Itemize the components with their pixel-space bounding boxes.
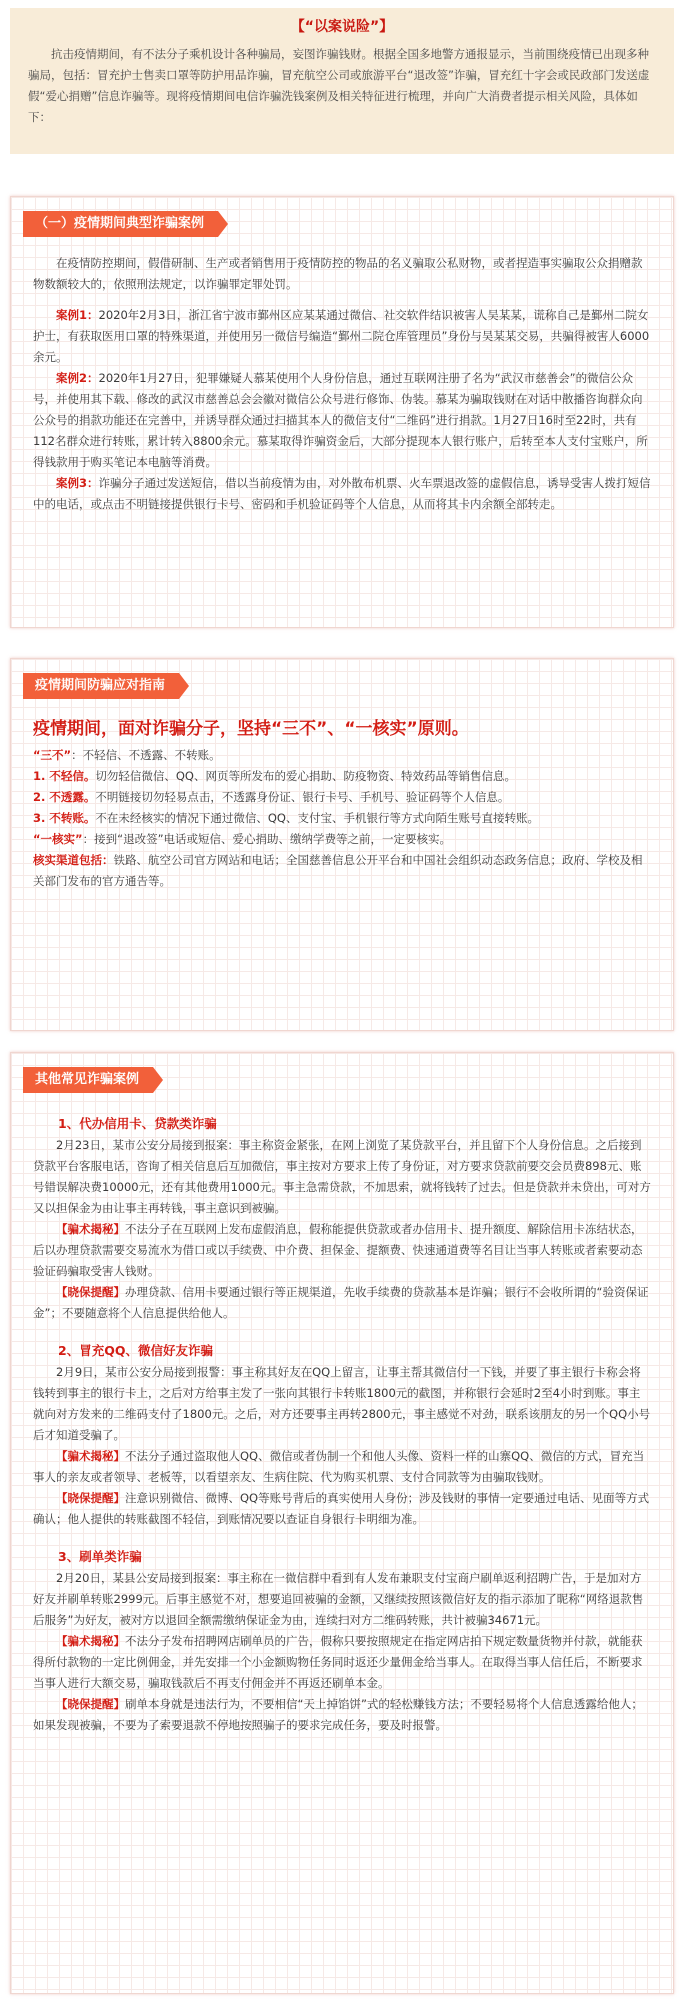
warn-line — [33, 1488, 651, 1530]
section-tag: 其他常见诈骗案例 — [23, 1067, 153, 1093]
case-text: 2月20日，某县公安局接到报案：事主称在一微信群中看到有人发布兼职支付宝商户刷单返利招聘广告，于是加对方好友并刷单转账2999元。后事主感觉不对，想要追回被骗的金额，又继续按照该微信好友的指示添加了昵称“网络退款售后服务”为好友，被对方以退回全额需缴纳保证金为由，连续扫对方二维码转账，共计被骗34671元。 — [33, 1571, 644, 1627]
intro-text: 抗击疫情期间，有不法分子乘机设计各种骗局，妄图诈骗钱财。根据全国多地警方通报显示，当前围绕疫情已出现多种骗局，包括：冒充护士售卖口罩等防护用品诈骗，冒充航空公司或旅游平台“退改签”诈骗，冒充红十字会或民政部门发送虚假“爱心捐赠”信息诈骗等。现将疫情期间电信诈骗洗钱案例及相关特征进行梳理，并向广大消费者提示相关风险，具体如下： — [28, 47, 650, 124]
channel-line — [33, 850, 651, 892]
intro-title: 【“以案说险”】 — [290, 19, 394, 35]
section-other-cases — [10, 1052, 674, 1994]
case-label: 案例3： — [56, 476, 99, 490]
case-title: 2、冒充QQ、微信好友诈骗 — [58, 1343, 213, 1358]
channel-label: 核实渠道包括： — [33, 853, 114, 867]
case-text: 2020年1月27日，犯罪嫌疑人慕某使用个人身份信息，通过互联网注册了名为“武汉市慈善会”的微信公众号，并使用其下载、修改的武汉市慈善总会会徽对微信公众号进行修饰、伪装。慕某为骗取钱财在对话中散播咨询群众向公众号的捐款功能还在完善中，并诱导群众通过扫描其本人的微信支付“二维码”进行捐款。1月27日16时至22时，共有112名群众进行转账，累计转入8800余元。慕某取得诈骗资金后，大部分提现本人银行账户，后转至本人支付宝账户，所得钱款用于购买笔记本电脑等消费。 — [33, 371, 648, 469]
case-3 — [33, 473, 651, 515]
case-title: 1、代办信用卡、贷款类诈骗 — [58, 1116, 217, 1131]
yihesi-line — [33, 829, 651, 850]
case-text: 2月9日，某市公安分局接到报警：事主称其好友在QQ上留言，让事主帮其微信付一下钱，并要了事主银行卡称会将钱转到事主的银行卡上，之后对方给事主发了一张向其银行卡转账1800元的截图，并称银行会延时2至4小时到账。事主就向对方发来的二维码支付了1800元。之后，对方还要事主再转2800元，事主感觉不对劲，联系该朋友的另一个QQ小号后才知道受骗了。 — [33, 1365, 651, 1442]
section-guide — [10, 658, 674, 1031]
guide-item-1 — [33, 766, 651, 787]
sanbu-line — [33, 745, 651, 766]
trick-line — [33, 1631, 651, 1694]
warn-text: 刷单本身就是违法行为，不要相信“天上掉馅饼”式的轻松赚钱方法；不要轻易将个人信息透露给他人；如果发现被骗，不要为了索要退款不停地按照骗子的要求完成任务，要及时报警。 — [33, 1697, 643, 1732]
guide-headline: 疫情期间，面对诈骗分子，坚持“三不”、“一核实”原则。 — [33, 719, 469, 739]
trick-text: 不法分子通过盗取他人QQ、微信或者伪制一个和他人头像、资料一样的山寨QQ、微信的方式，冒充当事人的亲友或者领导、老板等，以看望亲友、生病住院、代为购买机票、支付合同款等为由骗取钱财。 — [33, 1449, 645, 1484]
case-title: 3、刷单类诈骗 — [58, 1549, 142, 1564]
section-lead: 在疫情防控期间，假借研制、生产或者销售用于疫情防控的物品的名义骗取公私财物，或者捏造事实骗取公众捐赠款物数额较大的，依照刑法规定，以诈骗罪定罪处罚。 — [33, 256, 643, 291]
sanbu-label: “三不” — [33, 748, 72, 762]
warn-text: 注意识别微信、微博、QQ等账号背后的真实使用人身份；涉及钱财的事情一定要通过电话、见面等方式确认；他人提供的转账截图不轻信，到账情况要以查证自身银行卡明细为准。 — [33, 1491, 650, 1526]
item-text: 切勿轻信微信、QQ、网页等所发布的爱心捐助、防疫物资、特效药品等销售信息。 — [95, 769, 516, 783]
warn-text: 办理贷款、信用卡要通过银行等正规渠道，先收手续费的贷款基本是诈骗；银行不会收所谓的“验资保证金”；不要随意将个人信息提供给他人。 — [33, 1285, 649, 1320]
trick-label: 【骗术揭秘】 — [56, 1634, 125, 1648]
item-label: 3. 不转账。 — [33, 811, 96, 825]
guide-item-3 — [33, 808, 651, 829]
channel-text: 铁路、航空公司官方网站和电话；全国慈善信息公开平台和中国社会组织动态政务信息；政府、学校及相关部门发布的官方通告等。 — [33, 853, 643, 888]
section-typical-cases — [10, 196, 674, 628]
case-1 — [33, 305, 651, 368]
item-text: 不明链接切勿轻易点击，不透露身份证、银行卡号、手机号、验证码等个人信息。 — [95, 790, 510, 804]
guide-item-2 — [33, 787, 651, 808]
case-text: 2020年2月3日，浙江省宁波市鄞州区应某某通过微信、社交软件结识被害人吴某某，谎称自己是鄞州二院女护士，有获取医用口罩的特殊渠道，并使用另一微信号编造“鄞州二院仓库管理员”身份与吴某某交易，共骗得被害人6000余元。 — [33, 308, 650, 364]
yihesi-text: ：接到“退改签”电话或短信、爱心捐助、缴纳学费等之前，一定要核实。 — [82, 832, 452, 846]
warn-label: 【晓保提醒】 — [56, 1491, 125, 1505]
yihesi-label: “一核实” — [33, 832, 83, 846]
warn-line — [33, 1694, 651, 1736]
case-text: 2月23日，某市公安分局接到报案：事主称资金紧张，在网上浏览了某贷款平台，并且留下个人身份信息。之后接到贷款平台客服电话，咨询了相关信息后互加微信，事主按对方要求上传了身份证，对方要求贷款前要交会员费898元、账号错误解决费10000元，还有其他费用1000元。事主急需贷款，不加思索，就将钱转了过去。但是贷款并未贷出，可对方又以担保金为由让事主再转钱，事主意识到被骗。 — [33, 1138, 651, 1215]
section-tag: （一）疫情期间典型诈骗案例 — [23, 211, 218, 237]
intro-box — [10, 8, 674, 154]
case-2 — [33, 368, 651, 473]
trick-text: 不法分子发布招聘网店刷单员的广告，假称只要按照规定在指定网店拍下规定数量货物并付款，就能获得所付款物的一定比例佣金，并先安排一个小金额购物任务同时返还少量佣金给当事人。在取得当事人信任后，不断要求当事人进行大额交易，骗取钱款后不再支付佣金并不再返还刷单本金。 — [33, 1634, 643, 1690]
sanbu-text: ：不轻信、不透露、不转账。 — [71, 748, 221, 762]
trick-line — [33, 1446, 651, 1488]
case-text: 诈骗分子通过发送短信，借以当前疫情为由，对外散布机票、火车票退改签的虚假信息，诱导受害人拨打短信中的电话，或点击不明链接提供银行卡号、密码和手机验证码等个人信息，从而将其卡内余额全部转走。 — [33, 476, 651, 511]
item-label: 2. 不透露。 — [33, 790, 96, 804]
case-label: 案例2： — [56, 371, 99, 385]
warn-label: 【晓保提醒】 — [56, 1697, 125, 1711]
warn-label: 【晓保提醒】 — [56, 1285, 125, 1299]
trick-text: 不法分子在互联网上发布虚假消息，假称能提供贷款或者办信用卡、提升额度、解除信用卡冻结状态，后以办理贷款需要交易流水为借口或以手续费、中介费、担保金、提额费、快速通道费等名目让当事人转账或者索要动态验证码骗取受害人钱财。 — [33, 1222, 643, 1278]
case-label: 案例1： — [56, 308, 99, 322]
warn-line — [33, 1282, 651, 1324]
item-label: 1. 不轻信。 — [33, 769, 96, 783]
section-tag: 疫情期间防骗应对指南 — [23, 673, 179, 699]
item-text: 不在未经核实的情况下通过微信、QQ、支付宝、手机银行等方式向陌生账号直接转账。 — [95, 811, 539, 825]
trick-label: 【骗术揭秘】 — [56, 1449, 125, 1463]
trick-label: 【骗术揭秘】 — [56, 1222, 125, 1236]
trick-line — [33, 1219, 651, 1282]
